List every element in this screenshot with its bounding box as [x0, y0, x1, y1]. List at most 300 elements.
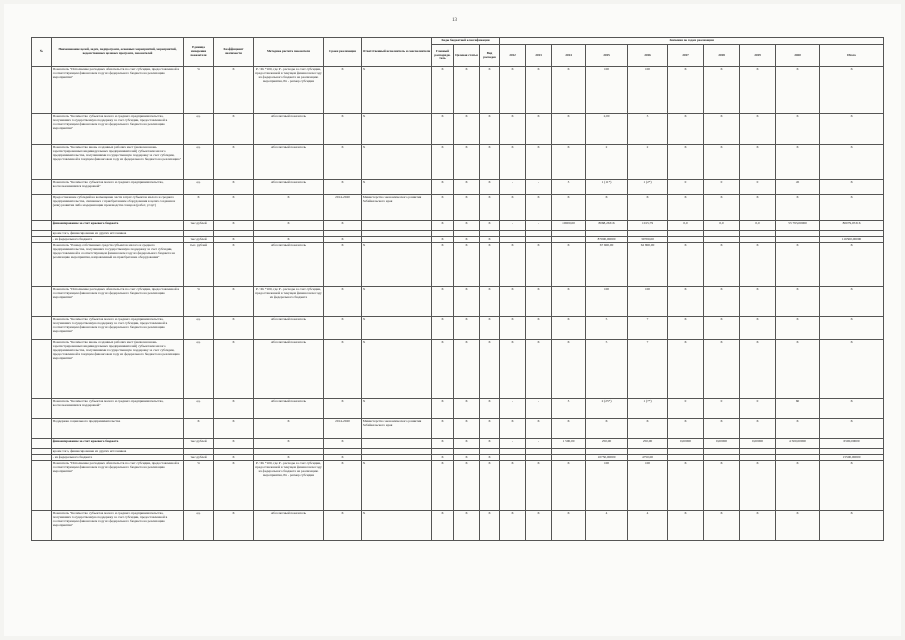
table-cell: ед. [184, 145, 214, 180]
table-cell: X [668, 419, 704, 439]
table-cell: X [432, 439, 454, 449]
table-cell: Министерство экономического развития Забайкальского края [362, 195, 432, 221]
header-method: Методика расчета показателя [254, 38, 324, 67]
table-cell: X [362, 114, 432, 145]
table-cell: X [480, 317, 500, 340]
table-cell: P / Pn *100, где P - расходы за счет субсидии, предоставленной в текущем финансовом году из федерального бюджета на реализацию мероприятия, Pn - размер субсидии [254, 461, 324, 511]
table-cell: X [820, 180, 884, 195]
table-row [32, 195, 884, 221]
table-cell: 0 [704, 180, 740, 195]
row-title-cell: кроме того, финансирование из других источников [52, 231, 184, 237]
table-cell: X [552, 195, 586, 221]
table-cell: X [668, 287, 704, 317]
table-cell: 4750,00 [628, 455, 668, 461]
table-cell: 67 600,00 [586, 243, 628, 287]
table-cell: 7 [628, 340, 668, 399]
table-cell: X [254, 221, 324, 231]
header-name: Наименование целей, задач, подпрограмм, основных мероприятий, мероприятий, ведомственных целевых программ, показателей [52, 38, 184, 67]
table-cell: X [362, 340, 432, 399]
table-cell: 100 [628, 461, 668, 511]
table-cell: - [526, 439, 552, 449]
table-cell: X [454, 439, 480, 449]
row-title-cell: Предоставление субсидий на возмещение части затрат субъектов малого и среднего предпринимательства, связанных с приобретением оборудования в целях создания и (или) развития либо модернизации производства товаров (работ, услуг) [52, 195, 184, 221]
header-code-0: Главный распоряди-тель [432, 45, 454, 67]
table-cell: X [628, 195, 668, 221]
table-cell: X [500, 67, 526, 114]
row-title-cell: финансирование за счет краевого бюджета [52, 221, 184, 231]
table-cell: X [740, 195, 776, 221]
table-cell: X [776, 461, 820, 511]
table-row [32, 243, 884, 287]
table-cell: X [214, 67, 254, 114]
table-row [32, 439, 884, 449]
table-cell: 80079,05316 [820, 221, 884, 231]
header-year-5: 2017 [668, 45, 704, 67]
table-cell: X [214, 455, 254, 461]
table-cell: 2,00 [586, 114, 628, 145]
table-cell: Абсолютный показатель [254, 180, 324, 195]
table-cell: X [432, 114, 454, 145]
table-cell: X [454, 67, 480, 114]
table-cell: 5 [586, 340, 628, 399]
table-cell: 30700,00 [628, 237, 668, 243]
table-cell: X [552, 419, 586, 439]
table-cell: X [668, 243, 704, 287]
table-cell: Абсолютный показатель [254, 114, 324, 145]
table-cell: X [500, 340, 526, 399]
table-cell: X [214, 221, 254, 231]
table-cell: % [184, 461, 214, 511]
table-cell: 4 [586, 511, 628, 541]
table-cell: X [324, 67, 362, 114]
header-unit: Единица измерения показателя [184, 38, 214, 67]
header-year-4: 2016 [628, 45, 668, 67]
table-cell: X [432, 243, 454, 287]
table-cell: X [324, 461, 362, 511]
table-cell: X [214, 237, 254, 243]
table-cell: 2 [628, 145, 668, 180]
row-title-cell: Показатель "Количество вновь созданных рабочих мест (включая вновь зарегистрированных индивидуальных предпринимателей) субъектами малого предпринимательства, получившими государственную поддержку за счет субсидии, предоставленной в текущем финансовом году из федерального бюджета на реализацию" [52, 145, 184, 180]
table-cell: X [324, 180, 362, 195]
table-cell: X [552, 340, 586, 399]
table-cell: X [432, 461, 454, 511]
table-cell: X [740, 461, 776, 511]
table-cell: X [704, 511, 740, 541]
table-cell: ед. [184, 340, 214, 399]
table-cell: 0,0 [740, 221, 776, 231]
table-cell: X [480, 340, 500, 399]
table-row [32, 399, 884, 419]
table-cell: X [668, 114, 704, 145]
table-cell: 45 [776, 180, 820, 195]
table-cell: X [480, 180, 500, 195]
table-cell: - [500, 439, 526, 449]
header-number: № [32, 38, 52, 67]
table-cell: X [586, 419, 628, 439]
table-cell: X [740, 114, 776, 145]
table-cell: X [500, 461, 526, 511]
table-cell: X [500, 195, 526, 221]
table-cell: 1 (7*) [628, 399, 668, 419]
table-cell: X [214, 399, 254, 419]
table-cell: 15500,00000 [820, 455, 884, 461]
table-cell: X [704, 195, 740, 221]
table-cell: X [820, 340, 884, 399]
header-budget-codes: Коды бюджетной классификации [432, 38, 500, 45]
row-title-cell: Показатель "Размер собственных средств субъектов малого и среднего предпринимательства, получивших государственную поддержку за счет субсидии, предоставленной в соответствующем финансовом году из федерального бюджета на реализацию мероприятия, направленный на приобретение оборудования" [52, 243, 184, 287]
table-cell: X [586, 195, 628, 221]
table-cell: X [500, 419, 526, 439]
table-cell: 6500,00000 [820, 439, 884, 449]
table-cell: X [324, 243, 362, 287]
table-cell: X [628, 419, 668, 439]
table-cell: ед. [184, 180, 214, 195]
table-cell [32, 195, 52, 221]
table-cell [32, 145, 52, 180]
row-title-cell: Показатель "Исполнение расходных обязательств по счет субсидии, предоставленной в соответствующем финансовом году из федерального бюджета на реализацию мероприятия" [52, 287, 184, 317]
table-cell: 1 (11*) [586, 180, 628, 195]
table-cell: X [254, 455, 324, 461]
table-row [32, 287, 884, 317]
table-cell: X [820, 243, 884, 287]
table-cell: X [214, 419, 254, 439]
table-cell: X [776, 195, 820, 221]
table-cell: ед. [184, 114, 214, 145]
table-cell: X [552, 511, 586, 541]
table-cell: P / Pn *100, где P - расходы за счет субсидии, предоставленной в текущем финансовом году из федерального бюджета на реализацию мероприятия, Pn - размер субсидии [254, 67, 324, 114]
table-cell: 100 [628, 67, 668, 114]
table-cell: X [324, 237, 362, 243]
table-cell: X [552, 317, 586, 340]
table-cell: тыс.рублей [184, 237, 214, 243]
table-cell: X [704, 243, 740, 287]
table-row [32, 180, 884, 195]
table-cell: Абсолютный показатель [254, 317, 324, 340]
table-cell: X [362, 399, 432, 419]
table-cell: 100 [586, 287, 628, 317]
header-year-6: 2018 [704, 45, 740, 67]
table-cell: X [526, 243, 552, 287]
table-cell: X [526, 145, 552, 180]
table-cell [32, 317, 52, 340]
table-cell: X [740, 287, 776, 317]
table-cell: X [668, 145, 704, 180]
table-cell: X [454, 145, 480, 180]
table-cell: X [432, 340, 454, 399]
table-cell: X [668, 67, 704, 114]
table-cell: 0 [704, 399, 740, 419]
table-cell [32, 221, 52, 231]
table-cell: X [254, 419, 324, 439]
table-cell: X [668, 317, 704, 340]
table-cell: тыс. рублей [184, 243, 214, 287]
table-cell: X [704, 419, 740, 439]
table-cell [32, 114, 52, 145]
table-cell: 1 500,00 [552, 439, 586, 449]
row-title-cell: Показатель "Исполнение расходных обязательств по счет субсидии, предоставленной в соответствующем финансовом году из федерального бюджета на реализацию мероприятия" [52, 67, 184, 114]
table-cell: X [214, 287, 254, 317]
table-cell: X [362, 67, 432, 114]
table-cell: 0 [668, 180, 704, 195]
table-row [32, 67, 884, 114]
table-cell: X [432, 511, 454, 541]
table-cell: 10750,00000 [586, 455, 628, 461]
table-cell: ед. [184, 511, 214, 541]
row-title-cell: Показатель "Количество субъектов малого и среднего предпринимательства, воспользовавшихся поддержкой" [52, 180, 184, 195]
table-cell: 3 [628, 114, 668, 145]
table-cell: X [214, 145, 254, 180]
table-cell: Абсолютный показатель [254, 340, 324, 399]
table-cell: X [214, 180, 254, 195]
header-code-1: Целевая статья [454, 45, 480, 67]
table-cell: X [454, 340, 480, 399]
table-cell: X [362, 317, 432, 340]
table-cell: X [480, 243, 500, 287]
header-year-2: 2014 [552, 45, 586, 67]
table-cell: 0,00000 [740, 439, 776, 449]
table-cell: X [776, 67, 820, 114]
table-cell: X [454, 114, 480, 145]
table-cell: X [324, 317, 362, 340]
table-header [32, 38, 884, 67]
table-cell: X [362, 243, 432, 287]
table-cell: X [704, 114, 740, 145]
table-cell [32, 399, 52, 419]
table-cell [32, 287, 52, 317]
table-cell: 2014-2020 [324, 195, 362, 221]
table-cell: X [704, 317, 740, 340]
table-cell: X [526, 340, 552, 399]
table-cell: - [526, 399, 552, 419]
table-cell: ед. [184, 399, 214, 419]
row-title-cell: Показатель "Количество субъектов малого и среднего предпринимательства, получивших государственную поддержку за счет субсидии, предоставленной в соответствующем финансовом году из федерального бюджета на реализацию мероприятия" [52, 317, 184, 340]
table-cell: 0,0 [704, 221, 740, 231]
table-cell: X [526, 419, 552, 439]
table-cell: X [552, 114, 586, 145]
table-cell: X [432, 145, 454, 180]
table-cell: X [454, 195, 480, 221]
table-cell: - [500, 399, 526, 419]
table-cell: X [668, 195, 704, 221]
table-cell: X [454, 317, 480, 340]
table-cell: X [740, 511, 776, 541]
row-title-cell: - из федерального бюджета [52, 455, 184, 461]
table-cell: X [324, 511, 362, 541]
table-cell: 4 [628, 511, 668, 541]
table-cell: тыс.рублей [184, 221, 214, 231]
table-cell: X [324, 455, 362, 461]
table-cell: 250,00 [628, 439, 668, 449]
table-cell: тыс.рублей [184, 439, 214, 449]
document-page [4, 4, 901, 636]
table-cell: X [454, 237, 480, 243]
table-cell: X [820, 461, 884, 511]
table-cell: X [454, 243, 480, 287]
table-cell: X [704, 67, 740, 114]
table-cell: 0,00000 [704, 439, 740, 449]
table-cell: X [480, 399, 500, 419]
table-cell: X [432, 221, 454, 231]
table-cell: X [820, 511, 884, 541]
row-title-cell: Показатель "Исполнение расходных обязательств по счет субсидии, предоставленной в соответствующем финансовом году из федерального бюджета на реализацию мероприятия" [52, 461, 184, 511]
header-year-9: Итого [820, 45, 884, 67]
table-cell: X [254, 195, 324, 221]
table-cell: X [526, 317, 552, 340]
table-cell [32, 243, 52, 287]
table-cell: 5 [586, 317, 628, 340]
table-cell: X [432, 180, 454, 195]
table-cell: 2 [586, 145, 628, 180]
table-cell: X [454, 461, 480, 511]
program-indicators-table [31, 37, 884, 541]
row-title-cell: Показатель "Количество субъектов малого и среднего предпринимательства, получивших государственную поддержку за счет субсидии, предоставленной в соответствующем финансовом году из федерального бюджета на реализацию мероприятия" [52, 511, 184, 541]
table-cell: ед. [184, 317, 214, 340]
table-cell: X [362, 461, 432, 511]
table-row [32, 317, 884, 340]
table-cell: X [500, 114, 526, 145]
table-body [32, 67, 884, 541]
table-cell: X [324, 399, 362, 419]
table-cell: 3 [552, 180, 586, 195]
table-cell: 0 [740, 180, 776, 195]
table-cell: X [454, 455, 480, 461]
table-cell: X [776, 243, 820, 287]
table-cell: X [820, 114, 884, 145]
table-cell: X [500, 317, 526, 340]
table-cell: X [776, 419, 820, 439]
table-cell: 2014-2020 [324, 419, 362, 439]
table-cell: X [454, 511, 480, 541]
table-cell: X [432, 399, 454, 419]
table-cell: X [454, 180, 480, 195]
table-cell: X [500, 511, 526, 541]
table-cell: X [324, 221, 362, 231]
table-cell: % [184, 287, 214, 317]
table-cell: 3 [552, 399, 586, 419]
table-cell: X [820, 419, 884, 439]
table-cell: 8068,26316 [586, 221, 628, 231]
table-cell: X [704, 461, 740, 511]
table-cell [362, 221, 432, 231]
table-cell: Абсолютный показатель [254, 399, 324, 419]
table-cell: Абсолютный показатель [254, 243, 324, 287]
header-year-0: 2012 [500, 45, 526, 67]
table-cell: 0,00000 [668, 439, 704, 449]
table-cell: X [552, 287, 586, 317]
table-cell [32, 461, 52, 511]
table-cell: X [776, 287, 820, 317]
table-row [32, 221, 884, 231]
table-cell: 87000,00000 [586, 237, 628, 243]
table-cell: X [362, 180, 432, 195]
table-row [32, 145, 884, 180]
table-row [32, 340, 884, 399]
table-cell: X [776, 145, 820, 180]
table-row [32, 114, 884, 145]
table-cell: X [214, 195, 254, 221]
table-cell: P / Pn *100, где P - расходы за счет субсидии, предоставленной в текущем финансовом году из федерального бюджета [254, 287, 324, 317]
table-cell: X [500, 287, 526, 317]
table-cell: X [820, 399, 884, 419]
table-cell: X [480, 419, 500, 439]
header-year-8: 2020 [776, 45, 820, 67]
table-cell: X [526, 287, 552, 317]
row-title-cell: Показатель "Количество вновь созданных рабочих мест (включая вновь зарегистрированных индивидуальных предпринимателей) субъектами малого предпринимательства, получившими государственную поддержку за счет субсидии, предоставленной в текущем финансовом году из федерального бюджета на реализацию мероприятия" [52, 340, 184, 399]
table-cell: X [432, 67, 454, 114]
table-cell: X [324, 145, 362, 180]
table-cell: X [214, 340, 254, 399]
table-cell: тыс.рублей [184, 455, 214, 461]
table-cell: X [184, 419, 214, 439]
table-cell [32, 180, 52, 195]
table-cell: X [776, 114, 820, 145]
table-cell: X [362, 145, 432, 180]
table-cell: X [324, 287, 362, 317]
table-cell: X [552, 243, 586, 287]
table-cell [32, 511, 52, 541]
table-cell: 0 [740, 399, 776, 419]
table-cell: X [254, 237, 324, 243]
table-cell: 1015,79 [628, 221, 668, 231]
header-year-1: 2013 [526, 45, 552, 67]
table-cell: X [324, 340, 362, 399]
page-number: 13 [452, 18, 457, 23]
table-cell: 10000,00 [552, 221, 586, 231]
table-cell: X [480, 461, 500, 511]
row-title-cell: финансирование за счет краевого бюджета [52, 439, 184, 449]
table-cell: X [704, 287, 740, 317]
table-cell: X [480, 511, 500, 541]
table-row [32, 419, 884, 439]
table-cell: X [704, 340, 740, 399]
table-cell: X [454, 419, 480, 439]
table-cell: 116500,00000 [820, 237, 884, 243]
table-cell: X [362, 287, 432, 317]
table-cell: 250,00 [586, 439, 628, 449]
table-cell: X [552, 145, 586, 180]
table-cell: X [214, 243, 254, 287]
table-cell: X [668, 461, 704, 511]
table-cell: X [552, 67, 586, 114]
table-cell: X [668, 340, 704, 399]
table-cell: X [432, 317, 454, 340]
table-cell: X [214, 439, 254, 449]
header-code-2: Вид расходов [480, 45, 500, 67]
row-title-cell: Показатель "Количество субъектов малого и среднего предпринимательства, воспользовавшихся поддержкой" [52, 399, 184, 419]
table-cell: X [740, 145, 776, 180]
header-year-7: 2019 [740, 45, 776, 67]
table-cell: 100 [586, 461, 628, 511]
table-cell: - [500, 221, 526, 231]
header-year-3: 2015 [586, 45, 628, 67]
table-cell: 4 500,00000 [776, 439, 820, 449]
table-cell: X [820, 145, 884, 180]
table-cell: X [480, 67, 500, 114]
table-cell: X [526, 195, 552, 221]
table-cell: 60 [776, 399, 820, 419]
table-cell: X [214, 511, 254, 541]
table-cell: X [324, 439, 362, 449]
table-cell: X [820, 317, 884, 340]
table-cell: X [526, 511, 552, 541]
table-cell: 53 793,00000 [776, 221, 820, 231]
table-cell: X [740, 419, 776, 439]
table-cell: X [668, 511, 704, 541]
table-cell: X [432, 455, 454, 461]
table-cell: X [480, 195, 500, 221]
table-cell [32, 419, 52, 439]
table-cell: Министерство экономического развития Забайкальского края [362, 419, 432, 439]
